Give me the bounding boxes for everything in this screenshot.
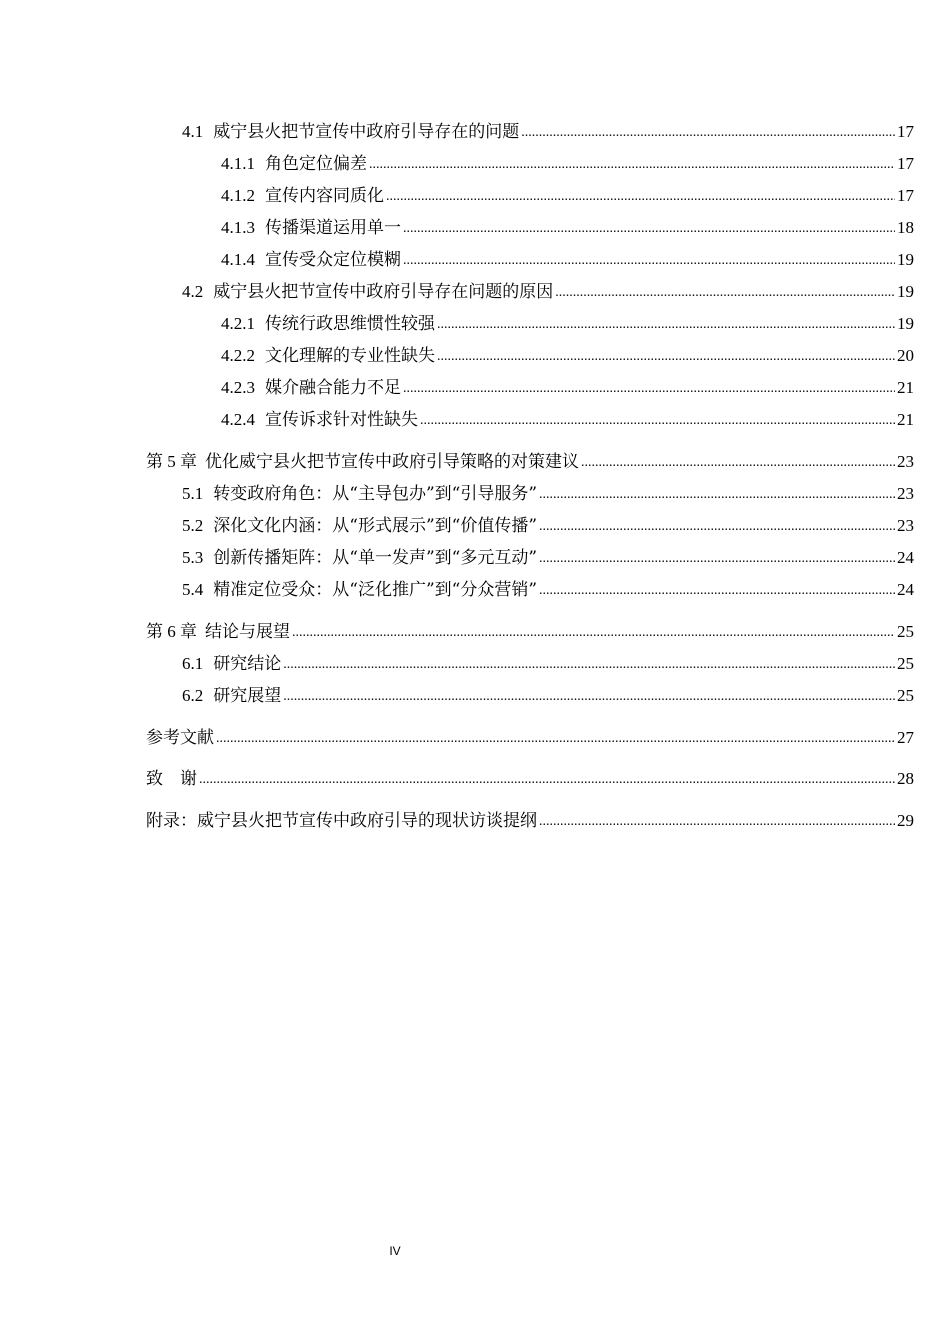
toc-leader-dots bbox=[369, 153, 895, 175]
toc-entry-page: 17 bbox=[897, 186, 914, 205]
toc-entry-page: 18 bbox=[897, 218, 914, 237]
toc-entry-number: 5.4 bbox=[182, 580, 204, 599]
toc-entry-number: 4.2.1 bbox=[221, 314, 255, 333]
toc-entry-4-1-2[interactable] bbox=[221, 183, 914, 207]
toc-entry-number: 4.1.4 bbox=[221, 250, 255, 269]
toc-entry-title: 宣传受众定位模糊 bbox=[265, 250, 401, 270]
toc-leader-dots bbox=[437, 313, 895, 335]
toc-entry-chapter-6[interactable] bbox=[146, 619, 914, 643]
toc-leader-dots bbox=[539, 515, 895, 537]
toc-entry-6-2[interactable] bbox=[182, 683, 914, 707]
toc-entry-title: 精准定位受众：从“泛化推广”到“分众营销” bbox=[213, 580, 538, 600]
toc-entry-title: 宣传诉求针对性缺失 bbox=[265, 410, 418, 430]
toc-entry-title: 宣传内容同质化 bbox=[265, 186, 384, 206]
toc-entry-5-1[interactable] bbox=[182, 481, 914, 505]
toc-entry-number: 4.2.3 bbox=[221, 378, 255, 397]
toc-entry-page: 20 bbox=[897, 346, 914, 365]
toc-entry-page: 21 bbox=[897, 378, 914, 397]
toc-entry-page: 24 bbox=[897, 580, 914, 599]
toc-entry-number: 第 5 章 bbox=[146, 452, 197, 471]
page-number-footer: IV bbox=[389, 1244, 401, 1258]
toc-entry-references[interactable] bbox=[146, 725, 914, 749]
toc-entry-page: 23 bbox=[897, 452, 914, 471]
toc-entry-title: 文化理解的专业性缺失 bbox=[265, 346, 435, 366]
toc-entry-page: 23 bbox=[897, 484, 914, 503]
toc-entry-page: 19 bbox=[897, 250, 914, 269]
toc-entry-title: 结论与展望 bbox=[205, 622, 290, 642]
toc-entry-page: 27 bbox=[897, 728, 914, 747]
toc-entry-4-1-1[interactable] bbox=[221, 151, 914, 175]
toc-leader-dots bbox=[555, 281, 895, 303]
toc-leader-dots bbox=[437, 345, 895, 367]
toc-entry-number: 6.2 bbox=[182, 686, 204, 705]
toc-entry-page: 19 bbox=[897, 282, 914, 301]
toc-entry-title: 传播渠道运用单一 bbox=[265, 218, 401, 238]
toc-entry-5-2[interactable] bbox=[182, 513, 914, 537]
toc-entry-title: 优化威宁县火把节宣传中政府引导策略的对策建议 bbox=[205, 452, 579, 472]
toc-entry-title: 转变政府角色：从“主导包办”到“引导服务” bbox=[213, 484, 538, 504]
toc-entry-page: 19 bbox=[897, 314, 914, 333]
toc-entry-appendix[interactable] bbox=[146, 808, 914, 832]
toc-entry-number: 5.1 bbox=[182, 484, 204, 503]
toc-entry-title: 研究展望 bbox=[213, 686, 282, 706]
toc-entry-acknowledgements[interactable] bbox=[146, 766, 914, 790]
toc-entry-number: 4.1.3 bbox=[221, 218, 255, 237]
toc-entry-number: 5.2 bbox=[182, 516, 204, 535]
toc-leader-dots bbox=[539, 547, 895, 569]
toc-entry-number: 5.3 bbox=[182, 548, 204, 567]
toc-entry-4-2-3[interactable] bbox=[221, 375, 914, 399]
toc-entry-number: 4.2.4 bbox=[221, 410, 255, 429]
toc-entry-page: 17 bbox=[897, 154, 914, 173]
toc-entry-page: 23 bbox=[897, 516, 914, 535]
toc-entry-title: 威宁县火把节宣传中政府引导存在问题的原因 bbox=[213, 282, 554, 302]
toc-entry-title: 威宁县火把节宣传中政府引导存在的问题 bbox=[213, 122, 520, 142]
toc-entry-page: 25 bbox=[897, 622, 914, 641]
toc-entry-4-1[interactable] bbox=[182, 119, 914, 143]
toc-entry-page: 29 bbox=[897, 811, 914, 830]
toc-entry-4-2-2[interactable] bbox=[221, 343, 914, 367]
toc-entry-chapter-5[interactable] bbox=[146, 449, 914, 473]
toc-entry-number: 第 6 章 bbox=[146, 622, 197, 641]
toc-entry-title: 创新传播矩阵：从“单一发声”到“多元互动” bbox=[213, 548, 538, 568]
toc-entry-page: 28 bbox=[897, 769, 914, 788]
toc-entry-number: 4.2.2 bbox=[221, 346, 255, 365]
toc-entry-5-4[interactable] bbox=[182, 577, 914, 601]
toc-leader-dots bbox=[403, 377, 895, 399]
toc-entry-title: 研究结论 bbox=[213, 654, 282, 674]
toc-entry-title: 致 谢 bbox=[146, 769, 197, 789]
toc-entry-4-1-3[interactable] bbox=[221, 215, 914, 239]
toc-entry-title: 附录：威宁县火把节宣传中政府引导的现状访谈提纲 bbox=[146, 811, 537, 831]
toc-entry-4-2-1[interactable] bbox=[221, 311, 914, 335]
toc-entry-page: 25 bbox=[897, 686, 914, 705]
toc-leader-dots bbox=[216, 727, 895, 749]
toc-leader-dots bbox=[581, 451, 895, 473]
toc-entry-number: 4.1.2 bbox=[221, 186, 255, 205]
toc-entry-number: 6.1 bbox=[182, 654, 204, 673]
toc-leader-dots bbox=[283, 685, 895, 707]
toc-leader-dots bbox=[403, 217, 895, 239]
toc-entry-title: 深化文化内涵：从“形式展示”到“价值传播” bbox=[213, 516, 538, 536]
toc-leader-dots bbox=[539, 579, 895, 601]
toc-entry-number: 4.1.1 bbox=[221, 154, 255, 173]
toc-entry-6-1[interactable] bbox=[182, 651, 914, 675]
toc-leader-dots bbox=[420, 409, 895, 431]
toc-entry-page: 21 bbox=[897, 410, 914, 429]
toc-leader-dots bbox=[292, 621, 895, 643]
toc-entry-page: 24 bbox=[897, 548, 914, 567]
toc-leader-dots bbox=[521, 121, 895, 143]
toc-entry-title: 媒介融合能力不足 bbox=[265, 378, 401, 398]
toc-leader-dots bbox=[386, 185, 895, 207]
toc-leader-dots bbox=[199, 768, 895, 790]
toc-entry-title: 传统行政思维惯性较强 bbox=[265, 314, 435, 334]
toc-entry-4-2-4[interactable] bbox=[221, 407, 914, 431]
toc-entry-page: 25 bbox=[897, 654, 914, 673]
toc-entry-number: 4.2 bbox=[182, 282, 204, 301]
toc-entry-4-1-4[interactable] bbox=[221, 247, 914, 271]
toc-entry-page: 17 bbox=[897, 122, 914, 141]
toc-entry-title: 参考文献 bbox=[146, 728, 214, 748]
toc-entry-title: 角色定位偏差 bbox=[265, 154, 367, 174]
toc-leader-dots bbox=[283, 653, 895, 675]
toc-entry-number: 4.1 bbox=[182, 122, 204, 141]
toc-entry-5-3[interactable] bbox=[182, 545, 914, 569]
toc-leader-dots bbox=[539, 810, 895, 832]
toc-leader-dots bbox=[403, 249, 895, 271]
toc-leader-dots bbox=[539, 483, 895, 505]
toc-entry-4-2[interactable] bbox=[182, 279, 914, 303]
